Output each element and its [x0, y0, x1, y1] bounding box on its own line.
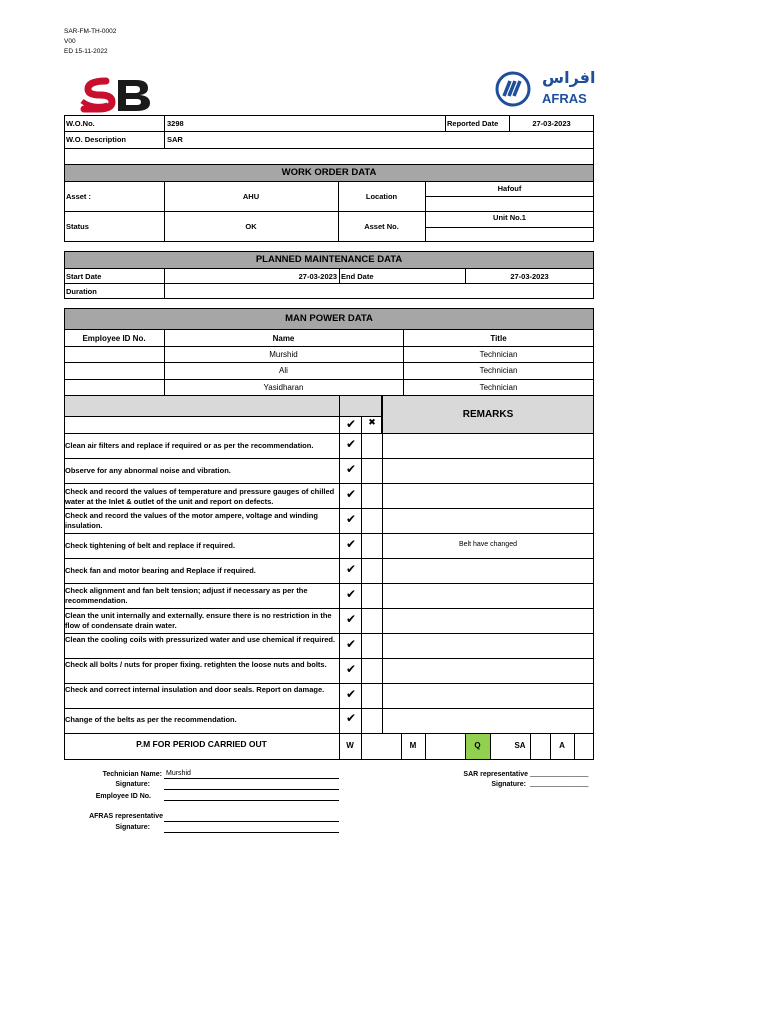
employee-title: Technician: [479, 350, 518, 359]
task-check-icon: ✔: [345, 462, 357, 476]
status-value: OK: [245, 222, 257, 231]
wo-desc-label: W.O. Description: [66, 135, 127, 144]
period-a: A: [559, 741, 565, 750]
check-column-icon: ✔: [345, 417, 357, 431]
doc-code: SAR-FM-TH-0002: [64, 28, 117, 35]
task-item: Check alignment and fan belt tension; adjust if necessary as per the recommendation.: [65, 586, 308, 605]
remarks-header: REMARKS: [382, 395, 594, 434]
start-date-value: 27-03-2023: [298, 272, 337, 281]
task-item: Clean air filters and replace if required or as per the recommendation.: [65, 441, 314, 450]
location-value: Hafouf: [497, 184, 522, 193]
period-m: M: [409, 741, 417, 750]
task-item: Observe for any abnormal noise and vibration.: [65, 466, 231, 475]
asset-label: Asset :: [66, 192, 92, 201]
cross-column-icon: ✖: [368, 418, 376, 428]
doc-edition: ED 15-11-2022: [64, 48, 108, 55]
planned-maintenance-header: PLANNED MAINTENANCE DATA: [64, 251, 594, 269]
task-check-icon: ✔: [345, 637, 357, 651]
technician-name-line: [164, 778, 339, 779]
period-w: W: [346, 741, 354, 750]
start-date-label: Start Date: [66, 272, 102, 281]
task-check-icon: ✔: [345, 437, 357, 451]
reported-date-value: 27-03-2023: [532, 119, 571, 128]
doc-version: V00: [64, 38, 76, 45]
employee-id-col-header: Employee ID No.: [82, 334, 146, 343]
spacer-row: [64, 148, 594, 165]
technician-signature-line: [164, 789, 339, 790]
location-label: Location: [365, 192, 398, 201]
afras-rep-line: [164, 821, 339, 822]
wo-no-label: W.O.No.: [66, 119, 95, 128]
afras-text: AFRAS: [542, 91, 587, 106]
task-check-icon: ✔: [345, 512, 357, 526]
sar-signature-line: _______________: [530, 780, 589, 787]
checklist-header-band: [64, 395, 382, 417]
task-check-icon: ✔: [345, 587, 357, 601]
employee-name: Yasidharan: [263, 383, 304, 392]
task-remark: Belt have changed: [459, 541, 517, 548]
asset-no-label: Asset No.: [364, 222, 399, 231]
technician-name-label: Technician Name:: [102, 771, 162, 778]
work-order-header: WORK ORDER DATA: [64, 164, 594, 182]
duration-label: Duration: [66, 287, 97, 296]
technician-name-value: Murshid: [166, 770, 191, 777]
wo-no-value: 3298: [167, 119, 184, 128]
name-col-header: Name: [272, 334, 295, 343]
task-check-icon: ✔: [345, 711, 357, 725]
employee-name: Ali: [279, 366, 288, 375]
title-col-header: Title: [490, 334, 507, 343]
afras-logo: [494, 68, 594, 110]
employee-id-label: Employee ID No.: [95, 793, 151, 800]
afras-signature-line: [164, 832, 339, 833]
afras-signature-label: Signature:: [115, 824, 150, 831]
sar-signature-label: Signature:: [491, 781, 526, 788]
task-check-icon: ✔: [345, 537, 357, 551]
task-item: Clean the unit internally and externally. ensure there is no restriction in the flow of condensate drain water.: [65, 611, 332, 630]
task-item: Change of the belts as per the recommendation.: [65, 715, 237, 724]
technician-signature-label: Signature:: [115, 781, 150, 788]
task-check-icon: ✔: [345, 487, 357, 501]
man-power-header: MAN POWER DATA: [64, 308, 594, 330]
employee-name: Murshid: [269, 350, 298, 359]
sb-logo: [78, 75, 154, 115]
task-item: Check and record the values of temperature and pressure gauges of chilled water at the Inlet & outlet of the unit and report on defects.: [65, 487, 335, 506]
task-item: Check and record the values of the motor ampere, voltage and winding insulation.: [65, 511, 318, 530]
asset-value: AHU: [242, 192, 260, 201]
period-sa: SA: [514, 741, 526, 750]
employee-id-line: [164, 800, 339, 801]
period-label: P.M FOR PERIOD CARRIED OUT: [136, 739, 267, 749]
checklist-subheader: [64, 416, 382, 434]
employee-title: Technician: [479, 383, 518, 392]
sar-rep-line: _______________: [530, 770, 589, 777]
reported-date-label: Reported Date: [447, 119, 499, 128]
end-date-value: 27-03-2023: [510, 272, 549, 281]
employee-title: Technician: [479, 366, 518, 375]
task-item: Check and correct internal insulation and door seals. Report on damage.: [65, 685, 325, 694]
task-check-icon: ✔: [345, 562, 357, 576]
task-check-icon: ✔: [345, 612, 357, 626]
task-check-icon: ✔: [345, 662, 357, 676]
afras-rep-label: AFRAS representative: [89, 813, 163, 820]
period-q: Q: [474, 741, 481, 750]
task-item: Check all bolts / nuts for proper fixing. retighten the loose nuts and bolts.: [65, 660, 327, 669]
task-item: Check fan and motor bearing and Replace if required.: [65, 566, 256, 575]
afras-arabic-text: افراس: [542, 68, 596, 87]
wo-desc-value: SAR: [167, 135, 183, 144]
asset-no-value: Unit No.1: [493, 213, 526, 222]
status-label: Status: [66, 222, 89, 231]
sar-rep-label: SAR representative: [463, 771, 528, 778]
task-item: Check tightening of belt and replace if required.: [65, 541, 236, 550]
task-item: Clean the cooling coils with pressurized water and use chemical if required.: [65, 635, 336, 644]
end-date-label: End Date: [341, 272, 374, 281]
task-check-icon: ✔: [345, 687, 357, 701]
